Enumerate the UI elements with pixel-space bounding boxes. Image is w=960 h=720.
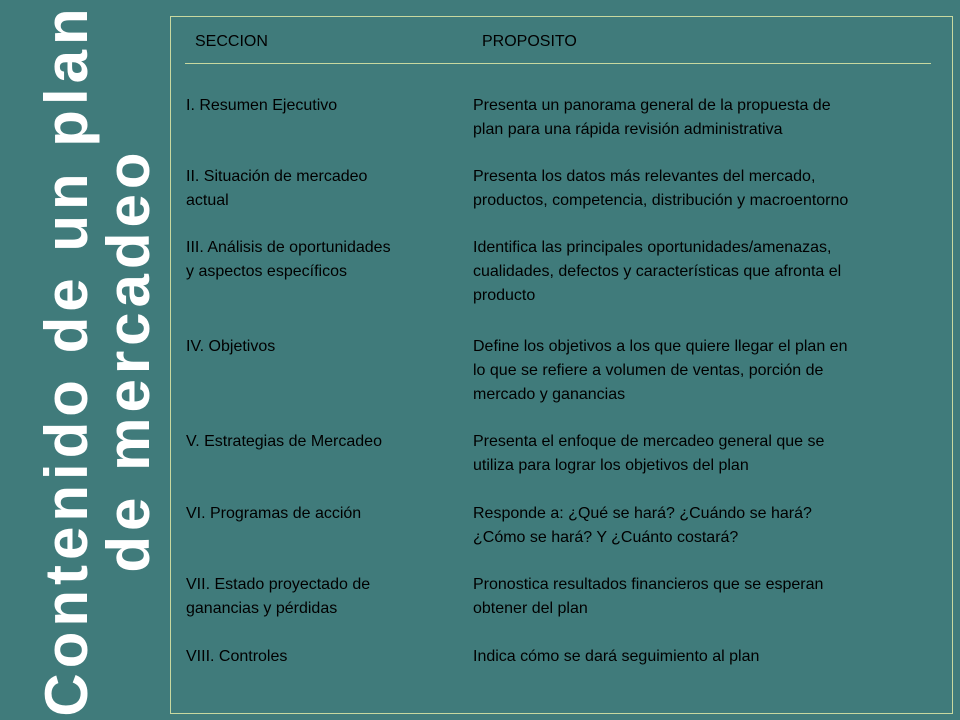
column-header-purpose: PROPOSITO — [482, 33, 577, 50]
row-purpose: Responde a: ¿Qué se hará? ¿Cuándo se hará? ¿Cómo se hará? Y ¿Cuánto costará? — [473, 505, 812, 546]
slide-title — [30, 3, 165, 717]
row-section: VIII. Controles — [186, 648, 288, 665]
row-purpose: Presenta los datos más relevantes del mercado, productos, competencia, distribución y macroentorno — [473, 168, 849, 209]
row-section: II. Situación de mercadeo actual — [186, 168, 368, 209]
row-section: I. Resumen Ejecutivo — [186, 97, 338, 114]
title-line-2: de mercadeo — [94, 147, 162, 573]
row-section: VI. Programas de acción — [186, 505, 362, 522]
row-section: V. Estrategias de Mercadeo — [186, 433, 382, 450]
header-divider — [185, 63, 931, 64]
row-section: VII. Estado proyectado de ganancias y pérdidas — [186, 576, 371, 617]
content-table — [170, 16, 953, 714]
row-purpose: Pronostica resultados financieros que se esperan obtener del plan — [473, 576, 824, 617]
row-purpose: Define los objetivos a los que quiere llegar el plan en lo que se refiere a volumen de ventas, porción de mercado y ganancias — [473, 338, 848, 403]
row-section: IV. Objetivos — [186, 338, 276, 355]
row-purpose: Indica cómo se dará seguimiento al plan — [473, 648, 760, 665]
row-section: III. Análisis de oportunidades y aspectos específicos — [186, 239, 391, 280]
row-purpose: Presenta un panorama general de la propuesta de plan para una rápida revisión administrativa — [473, 97, 831, 138]
row-purpose: Presenta el enfoque de mercadeo general que se utiliza para lograr los objetivos del plan — [473, 433, 825, 474]
row-purpose: Identifica las principales oportunidades/amenazas, cualidades, defectos y características que afronta el producto — [473, 239, 842, 304]
title-line-1: Contenido de un plan — [32, 3, 100, 717]
column-header-section: SECCION — [195, 33, 268, 50]
